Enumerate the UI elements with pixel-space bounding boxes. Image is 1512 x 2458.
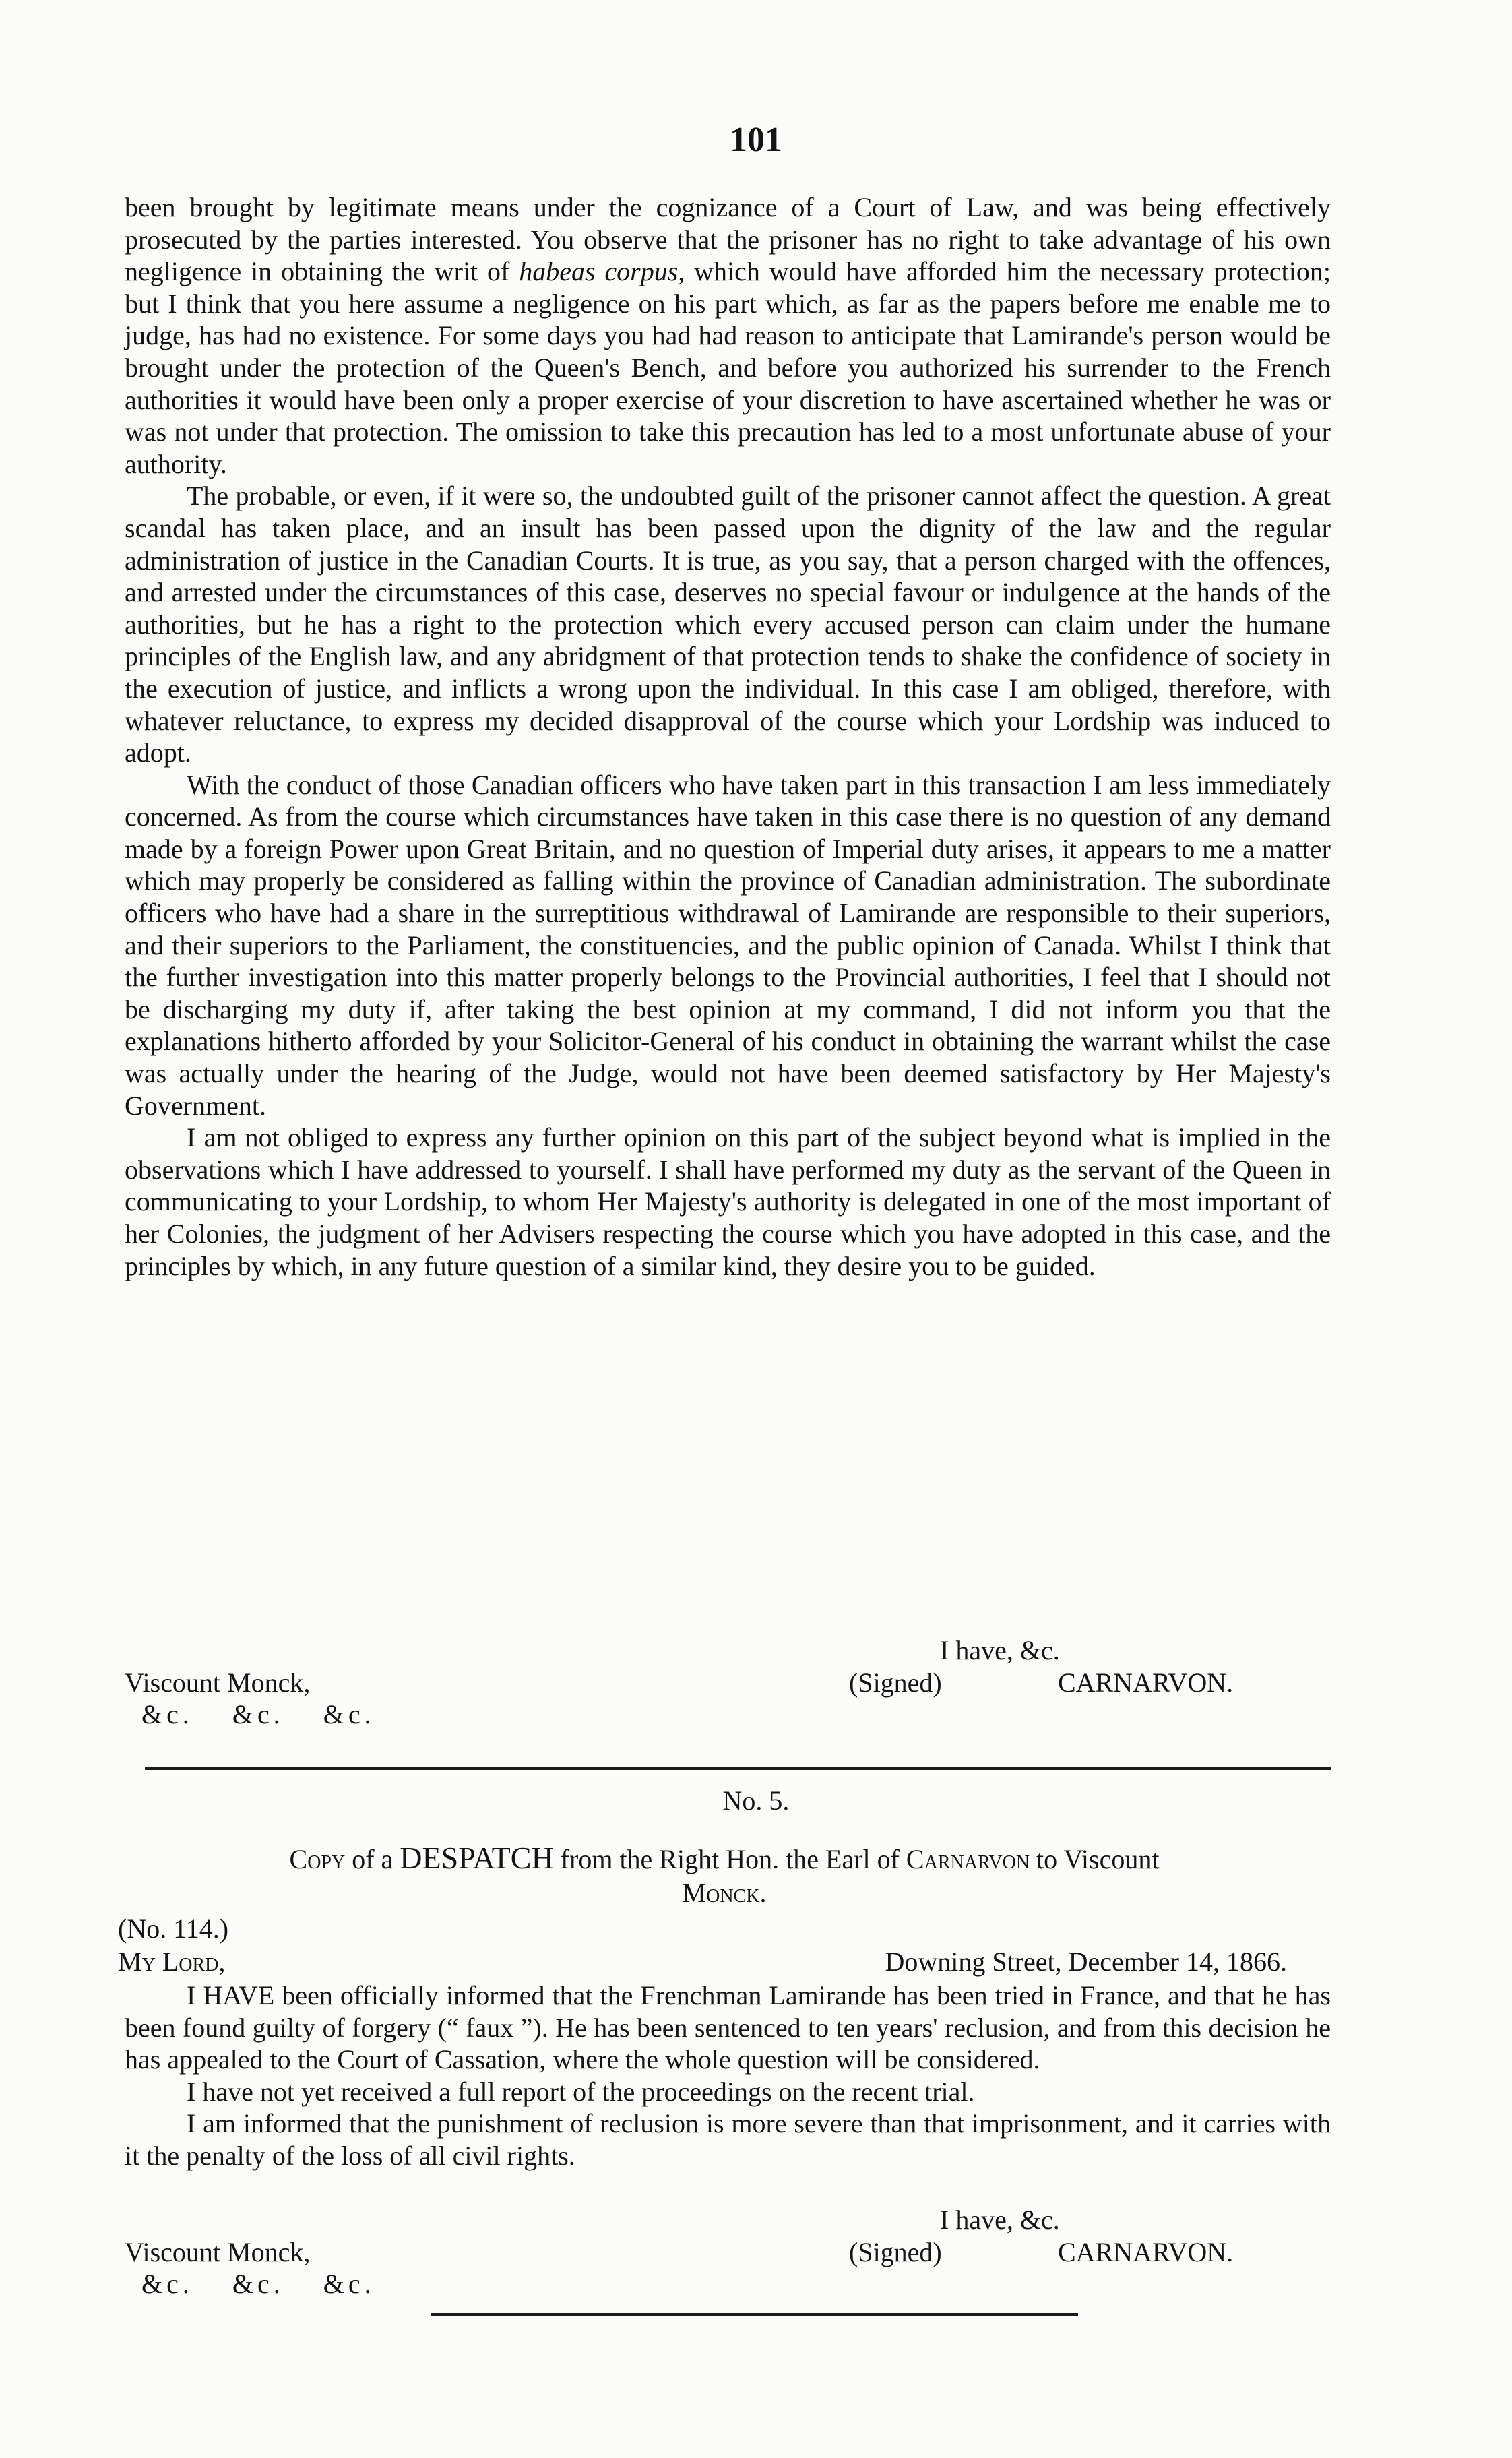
- salutation: My Lord,: [118, 1946, 226, 1977]
- title-copy: Copy: [289, 1844, 346, 1874]
- paragraph: The probable, or even, if it were so, the undoubted guilt of the prisoner cannot affect the question. A great scandal has taken place, and an insult has been passed upon the dignity of the law and the regular administration of justice in the Canadian Courts. It is true, as you say, that a person charged with the offences, and arrested under the circumstances of this case, deserves no special favour or indulgence at the hands of the authorities, but he has a right to the protection which every accused person can claim under the humane principles of the English law, and any abridgment of that protection tends to shake the confidence of society in the execution of justice, and inflicts a wrong upon the individual. In this case I am obliged, therefore, with whatever reluctance, to express my decided disapproval of the course which your Lordship was induced to adopt.: [125, 481, 1331, 768]
- letter-two-closing: [125, 2204, 1331, 2300]
- etc-line: &c. &c. &c.: [141, 2269, 375, 2300]
- title-of-a: of a: [352, 1844, 393, 1874]
- page-number: 101: [730, 121, 782, 159]
- section-divider: [145, 1767, 1331, 1770]
- closing-phrase: I have, &c.: [940, 1635, 1060, 1665]
- letter-one-closing: [125, 1634, 1331, 1731]
- title-viscount: Monck.: [682, 1878, 767, 1908]
- title-from: from the Right Hon. the Earl of: [560, 1844, 900, 1874]
- title-to: to Viscount: [1036, 1844, 1160, 1874]
- paragraph-text: which would have afforded him the necessary protection; but I think that you here assume a negligence on his part which, as far as the papers before me enable me to judge, has had no existence. For some days you had had reason to anticipate that Lamirande's person would be brought under the protection of the Queen's Bench, and before you authorized his surrender to the French authorities it would have been only a proper exercise of your discretion to have ascertained whether he was or was not under that protection. The omission to take this precaution has led to a most unfortunate abuse of your authority.: [125, 256, 1331, 479]
- date-line: Downing Street, December 14, 1866.: [885, 1946, 1287, 1977]
- paragraph: I HAVE been officially informed that the Frenchman Lamirande has been tried in France, and that he has been found guilty of forgery (“ faux ”). He has been sentenced to ten years' reclusion, and from this decision he has appealed to the Court of Cassation, where the whole question will be considered.: [125, 1980, 1331, 2075]
- signature-line: [125, 1667, 1331, 1699]
- salutation-row: [118, 1946, 1331, 1977]
- addressee: Viscount Monck,: [125, 2236, 311, 2267]
- letter-two-body: [125, 1979, 1331, 2172]
- addressee: Viscount Monck,: [125, 1667, 311, 1698]
- etc-line: &c. &c. &c.: [141, 1699, 375, 1730]
- paragraph: I have not yet received a full report of the proceedings on the recent trial.: [187, 2076, 975, 2107]
- paragraph: I am informed that the punishment of reclusion is more severe than that imprisonment, and it carries with it the penalty of the loss of all civil rights.: [125, 2108, 1331, 2171]
- paragraph: I am not obliged to express any further opinion on this part of the subject beyond what is implied in the observations which I have addressed to yourself. I shall have performed my duty as the servant of the Queen in communicating to your Lordship, to whom Her Majesty's authority is delegated in one of the most important of her Colonies, the judgment of her Advisers respecting the course which you have adopted in this case, and the principles by which, in any future question of a similar kind, they desire you to be guided.: [125, 1122, 1331, 1281]
- document-number: No. 5.: [722, 1785, 790, 1816]
- closing-phrase: I have, &c.: [940, 2205, 1060, 2235]
- signed-label: (Signed): [849, 2236, 942, 2267]
- signed-label: (Signed): [849, 1667, 942, 1698]
- signature-line: [125, 2236, 1331, 2269]
- despatch-title: [118, 1841, 1331, 1910]
- letter-one-body: [125, 191, 1331, 1282]
- italic-phrase: habeas corpus,: [519, 256, 685, 287]
- paragraph: [125, 191, 1331, 480]
- paragraph: With the conduct of those Canadian officers who have taken part in this transaction I am less immediately concerned. As from the course which circumstances have taken in this case there is no question of any demand made by a foreign Power upon Great Britain, and no question of Imperial duty arises, it appears to me a matter which may properly be considered as falling within the province of Canadian administration. The subordinate officers who have had a share in the surreptitious withdrawal of Lamirande are responsible to their superiors, and their superiors to the Parliament, the constituencies, and the public opinion of Canada. Whilst I think that the further investigation into this matter properly belongs to the Provincial authorities, I feel that I should not be discharging my duty if, after taking the best opinion at my command, I did not inform you that the explanations hitherto afforded by your Solicitor-General of his conduct in obtaining the warrant whilst the case was actually under the hearing of the Judge, would not have been deemed satisfactory by Her Majesty's Government.: [125, 769, 1331, 1121]
- paragraph-text: been brought by legitimate means under the cognizance of a Court of Law, and was being effectively prosecuted by the parties interested. You observe that the prisoner has no right to take advantage of his own negligence in obtaining the writ of: [125, 192, 1331, 287]
- end-rule: [431, 2313, 1078, 2316]
- title-earl: Carnarvon: [906, 1844, 1030, 1874]
- despatch-reference: (No. 114.): [118, 1913, 229, 1944]
- title-despatch: DESPATCH: [400, 1841, 554, 1875]
- signature: CARNARVON.: [1058, 1667, 1234, 1698]
- signature: CARNARVON.: [1058, 2236, 1234, 2267]
